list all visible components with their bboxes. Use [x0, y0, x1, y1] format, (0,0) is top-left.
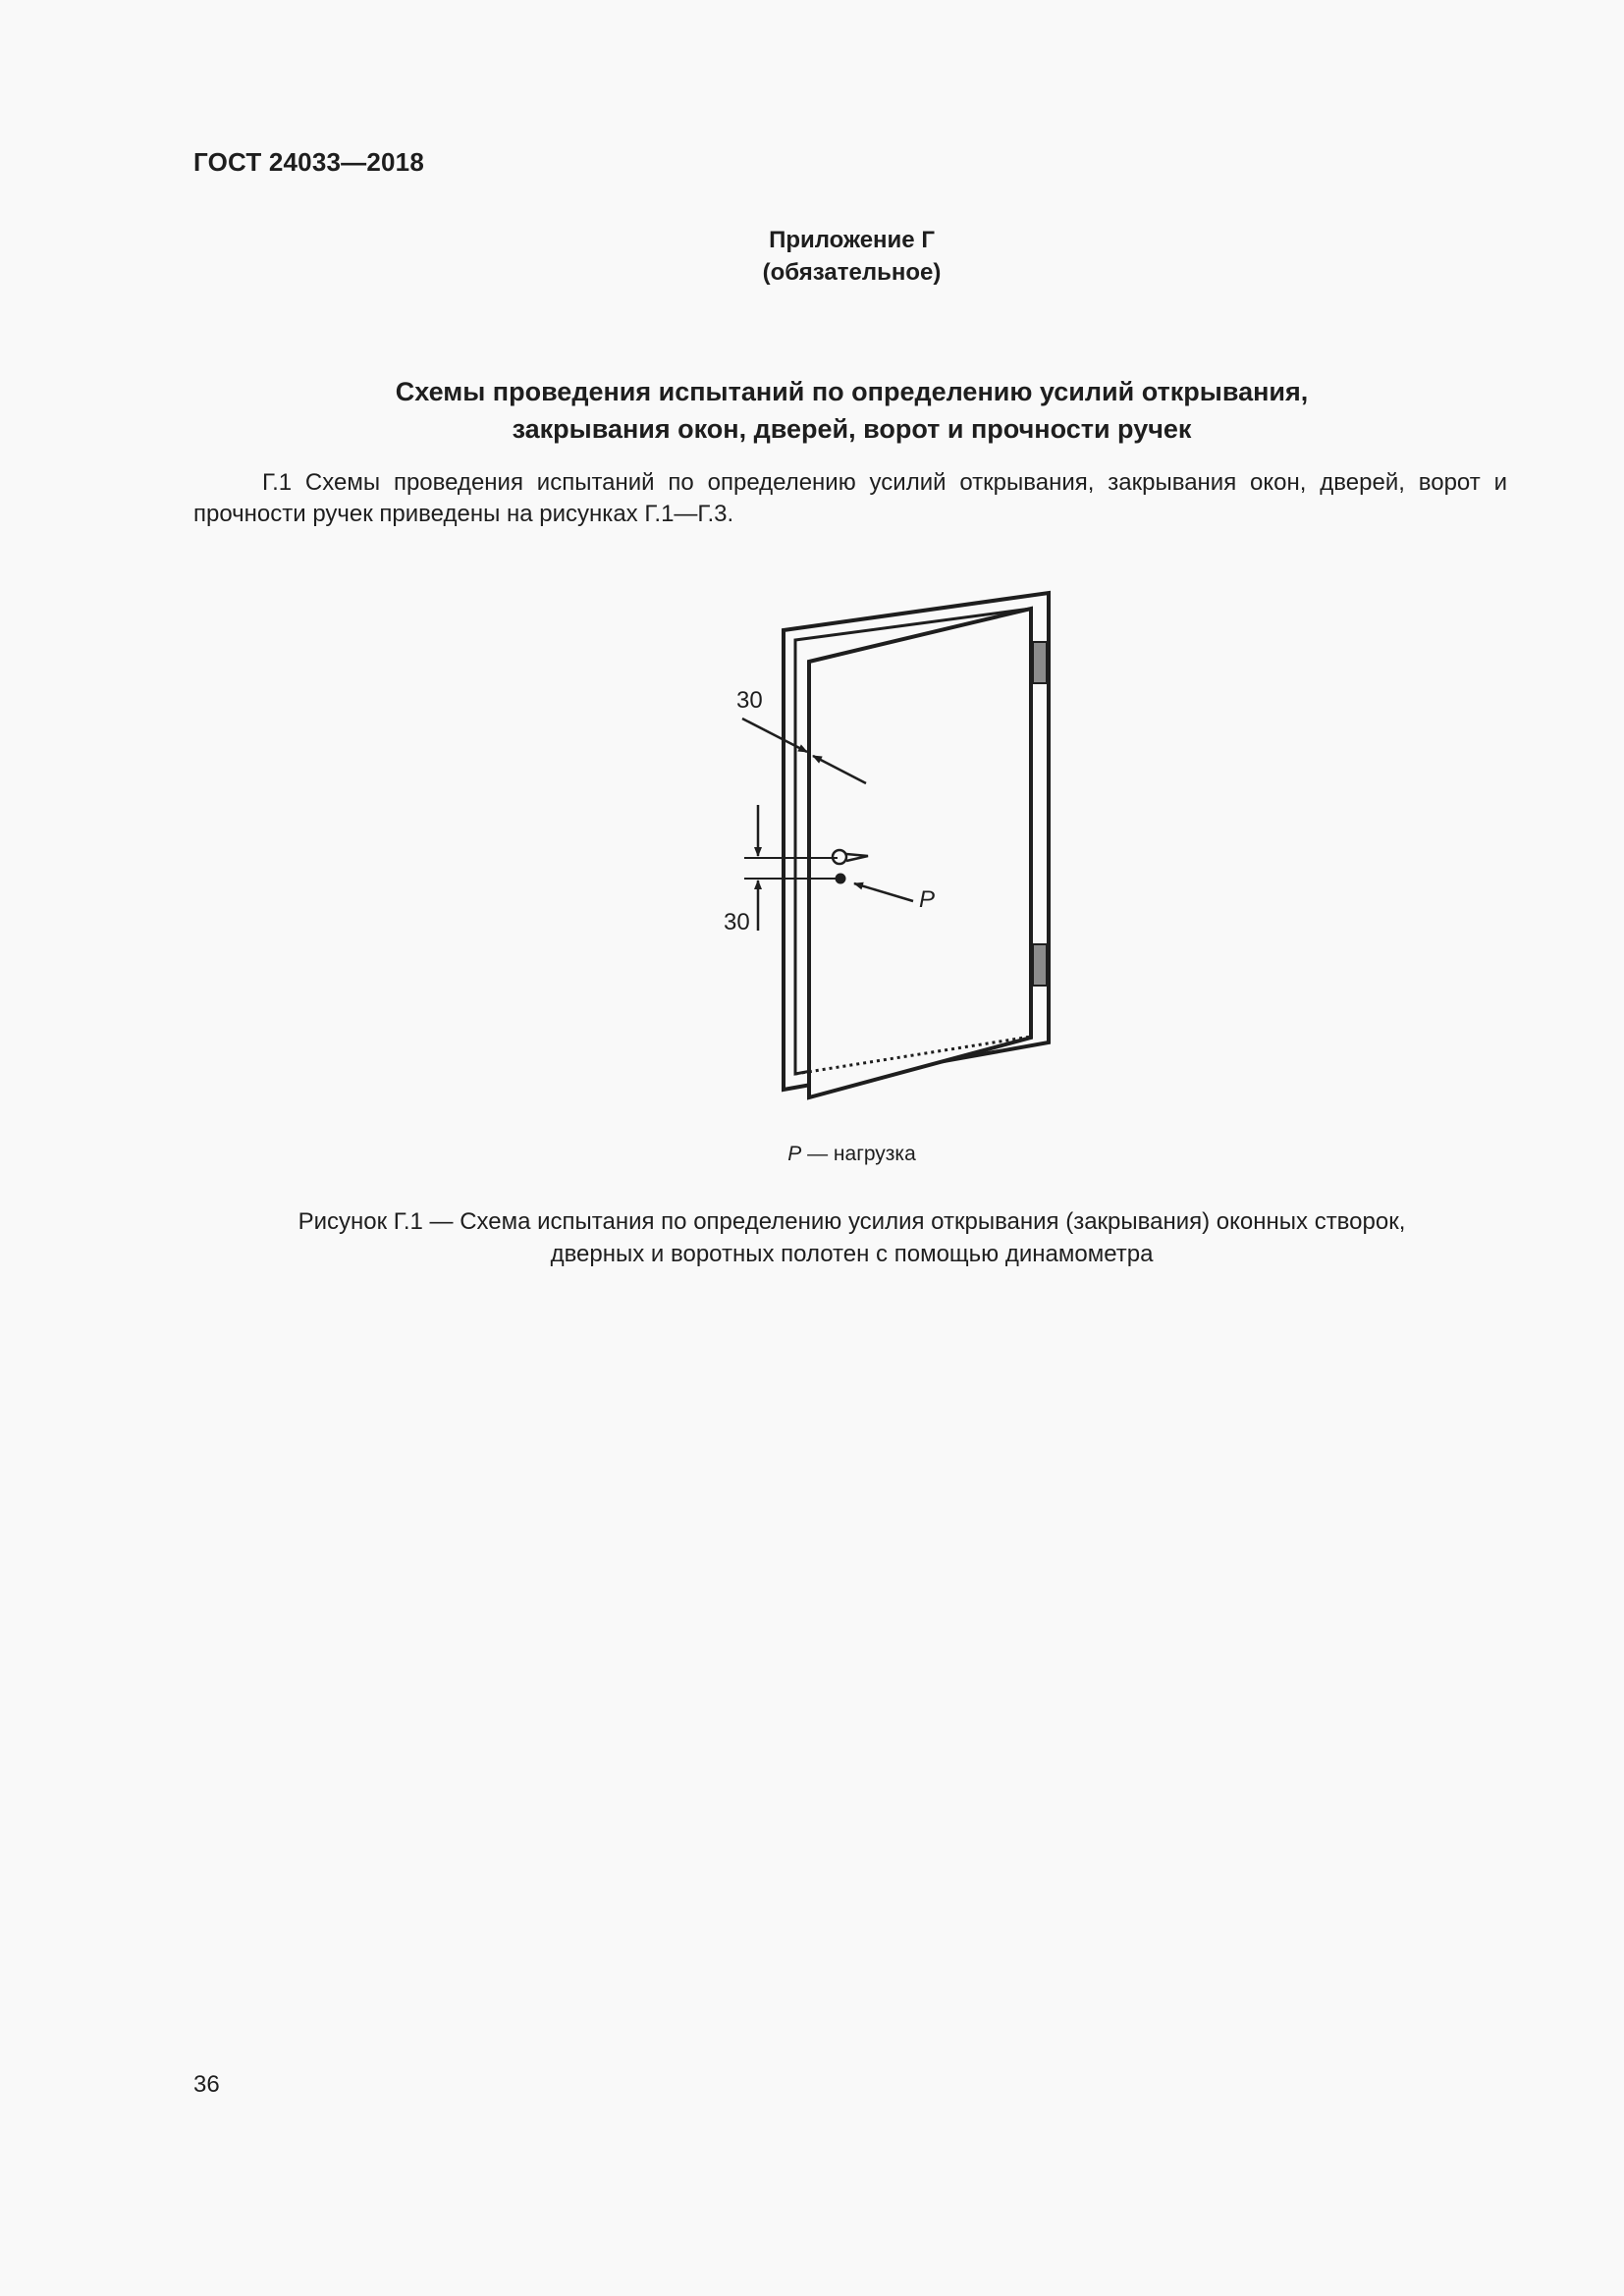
dimension-label-left: 30	[724, 909, 750, 935]
paragraph-line2: прочности ручек приведены на рисунках Г.1—Г.3.	[193, 501, 734, 527]
hinge-top	[1033, 642, 1047, 683]
caption-line2: дверных и воротных полотен с помощью динамометра	[550, 1241, 1154, 1267]
hinge-bottom	[1033, 944, 1047, 986]
section-title	[0, 373, 1624, 448]
page-number: 36	[193, 2071, 220, 2098]
section-title-line1: Схемы проведения испытаний по определению усилий открывания,	[395, 377, 1309, 406]
document-id: ГОСТ 24033—2018	[193, 147, 424, 177]
section-title-line2: закрывания окон, дверей, ворот и прочности ручек	[512, 414, 1192, 444]
dimension-leader-top	[742, 719, 807, 752]
legend-symbol: P	[787, 1143, 802, 1165]
load-point	[836, 874, 846, 884]
figure-caption	[0, 1205, 1624, 1270]
appendix-status: (обязательное)	[762, 259, 942, 286]
paragraph-line1: Г.1 Схемы проведения испытаний по определению усилий открывания, закрывания окон, дверей, ворот и	[262, 469, 1507, 496]
legend-text: — нагрузка	[801, 1143, 916, 1165]
dimension-label-top: 30	[736, 687, 763, 714]
figure-legend	[0, 1143, 1624, 1166]
paragraph-g1	[193, 467, 1507, 530]
appendix-heading	[0, 224, 1624, 289]
load-label: P	[919, 886, 936, 913]
caption-line1: Рисунок Г.1 — Схема испытания по определению усилия открывания (закрывания) оконных створок,	[298, 1208, 1406, 1235]
appendix-title: Приложение Г	[769, 227, 935, 253]
figure-g1	[707, 579, 1080, 1129]
door-test-diagram	[707, 579, 1080, 1129]
